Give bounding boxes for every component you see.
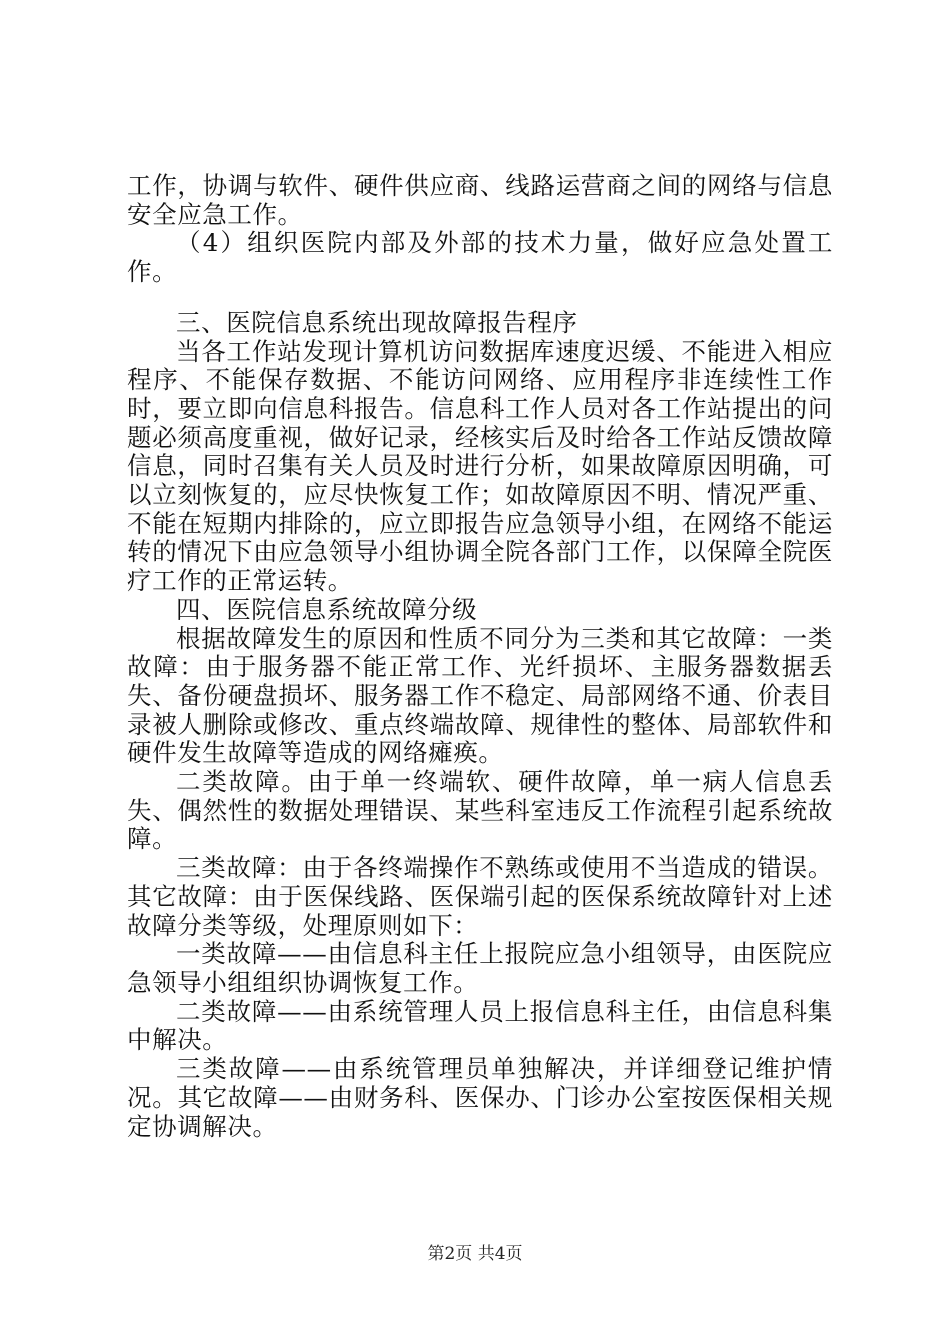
paragraph-1: 工作，协调与软件、硬件供应商、线路运营商之间的网络与信息安全应急工作。 xyxy=(127,171,833,229)
page-number-footer: 第2页 共4页 xyxy=(427,1244,523,1264)
section-heading-3: 三、医院信息系统出现故障报告程序 xyxy=(176,307,578,337)
paragraph-fault-classes: 根据故障发生的原因和性质不同分为三类和其它故障：一类故障：由于服务器不能正常工作、光纤损坏、主服务器数据丢失、备份硬盘损坏、服务器工作不稳定、局部网络不通、价表目录被人删除或修改、重点终端故障、规律性的整体、局部软件和硬件发生故障等造成的网络瘫痪。 xyxy=(127,623,833,768)
paragraph-gap xyxy=(127,287,833,309)
paragraph-class-three: 三类故障：由于各终端操作不熟练或使用不当造成的错误。其它故障：由于医保线路、医保端引起的医保系统故障针对上述故障分类等级，处理原则如下： xyxy=(127,853,833,940)
paragraph-class-two: 二类故障。由于单一终端软、硬件故障，单一病人信息丢失、偶然性的数据处理错误、某些科室违反工作流程引起系统故障。 xyxy=(127,767,833,854)
paragraph-rule-one: 一类故障——由信息科主任上报院应急小组领导，由医院应急领导小组组织协调恢复工作。 xyxy=(127,939,833,997)
paragraph-rule-three: 三类故障——由系统管理员单独解决，并详细登记维护情况。其它故障——由财务科、医保办、门诊办公室按医保相关规定协调解决。 xyxy=(127,1054,833,1141)
paragraph-2: （4）组织医院内部及外部的技术力量，做好应急处置工作。 xyxy=(127,228,833,287)
paragraph-report-procedure: 当各工作站发现计算机访问数据库速度迟缓、不能进入相应程序、不能保存数据、不能访问网络、应用程序非连续性工作时，要立即向信息科报告。信息科工作人员对各工作站提出的问题必须高度重视，做好记录，经核实后及时给各工作站反馈故障信息，同时召集有关人员及时进行分析，如果故障原因明确，可以立刻恢复的，应尽快恢复工作；如故障原因不明、情况严重、不能在短期内排除的，应立即报告应急领导小组，在网络不能运转的情况下由应急领导小组协调全院各部门工作，以保障全院医疗工作的正常运转。 xyxy=(127,336,833,596)
paragraph-rule-two: 二类故障——由系统管理人员上报信息科主任，由信息科集中解决。 xyxy=(127,996,833,1055)
section-heading-4: 四、医院信息系统故障分级 xyxy=(176,594,478,624)
document-body xyxy=(127,172,833,1141)
